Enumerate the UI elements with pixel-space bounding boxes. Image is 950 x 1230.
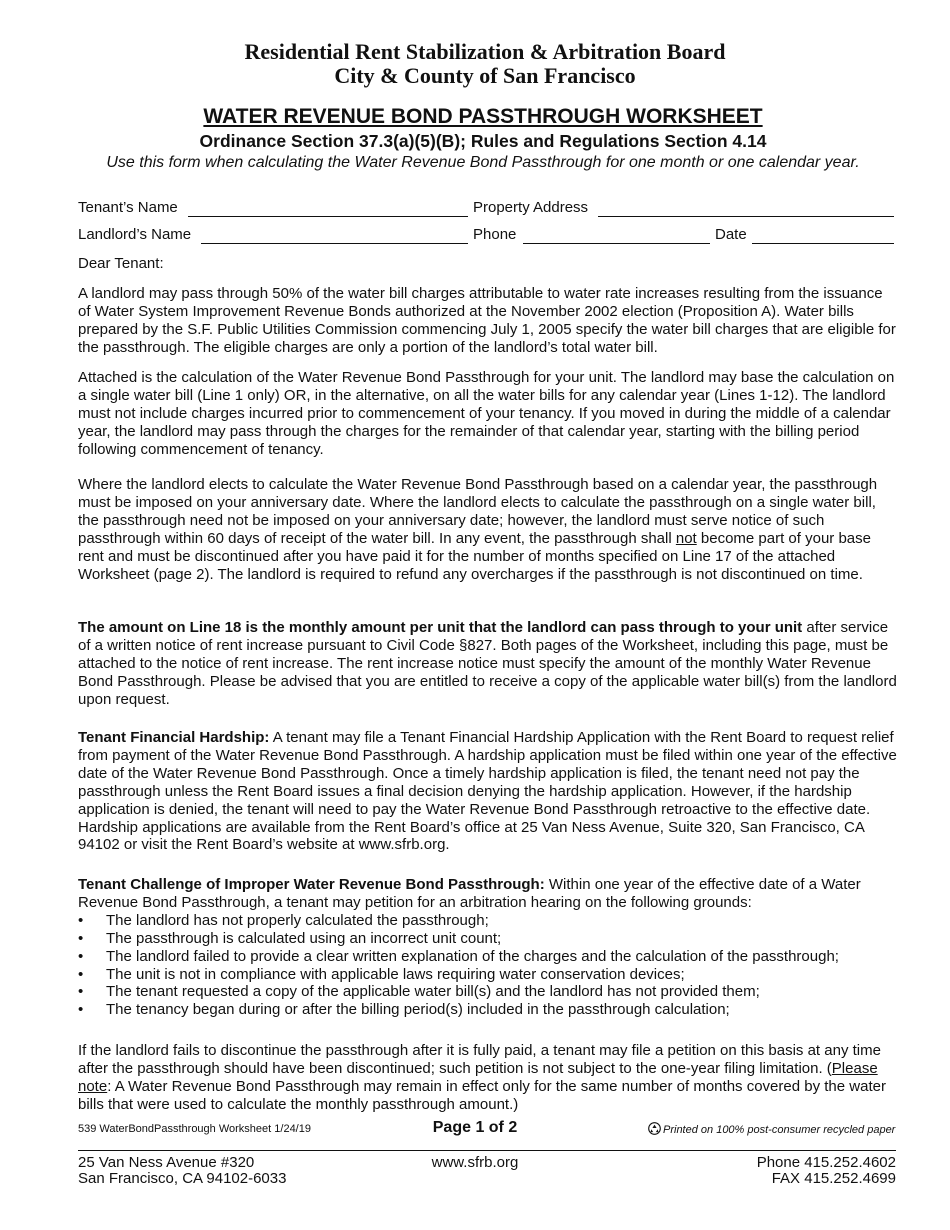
paragraph-3-text-a: Where the landlord elects to calculate the Water Revenue Bond Passthrough based on a calendar year, the passthrough must be imposed on your anniversary date. Where the landlord elects to calculate the passthrough on a single water bill, the passthrough need not be imposed on your anniversary date; however, the landlord must serve notice of such passthrough within 60 days of receipt of the water bill. In any event, the passthrough shall [78, 476, 878, 547]
list-item: • The tenancy began during or after the billing period(s) included in the passthrough calculation; [78, 1001, 730, 1019]
bullet-icon: • [78, 965, 84, 983]
list-item: • The landlord has not properly calculated the passthrough; [78, 911, 489, 929]
agency-name [0, 40, 950, 88]
paragraph-discontinue [78, 1042, 898, 1114]
paragraph-challenge [78, 876, 898, 1019]
tenant-name-field[interactable] [188, 216, 468, 217]
paragraph-4-text: after service of a written notice of rent increase pursuant to Civil Code §827. Both pages of the Worksheet, including this page, must be attached to the notice of rent increase. The rent increase notice must specify the amount of the monthly Water Revenue Bond Passthrough. Please be advised that you are entitled to receive a copy of the applicable water bill(s) from the landlord upon request. [78, 619, 897, 708]
recycle-icon [648, 1122, 661, 1135]
address-line-2: San Francisco, CA 94102-6033 [78, 1170, 287, 1187]
list-item: • The unit is not in compliance with applicable laws requiring water conservation devices; [78, 965, 685, 983]
page-number: Page 1 of 2 [432, 1119, 518, 1136]
contact-numbers [700, 1155, 896, 1187]
fax-number: FAX 415.252.4699 [771, 1170, 896, 1187]
date-label: Date [715, 226, 747, 243]
agency-line-2: City & County of San Francisco [334, 63, 636, 88]
phone-number: Phone 415.252.4602 [756, 1154, 896, 1171]
tenant-name-label: Tenant’s Name [78, 199, 178, 216]
form-instruction: Use this form when calculating the Water Revenue Bond Passthrough for one month or one calendar year. [106, 154, 860, 171]
bullet-icon: • [78, 929, 84, 947]
address-line-1: 25 Van Ness Avenue #320 [78, 1154, 255, 1171]
field-row-landlord [78, 226, 894, 248]
please-note-label: Please note [78, 1059, 878, 1095]
paragraph-1-text: A landlord may pass through 50% of the water bill charges attributable to water rate increases resulting from the issuance of Water System Improvement Revenue Bonds authorized at the November 2002 election (Proposition A). Water bills prepared by the S.F. Public Utilities Commission commencing July 1, 2005 specify the water bill charges that are eligible for the passthrough. The eligible charges are only a portion of the landlord’s total water bill. [78, 285, 896, 356]
paragraph-3-text-b: become part of your base rent and must be discontinued after you have paid it for the number of months specified on Line 17 of the attached Worksheet (page 2). The landlord is required to refund any overcharges if the passthrough is not discontinued on time. [78, 529, 871, 583]
bullet-icon: • [78, 911, 84, 929]
paragraph-7-text-b: : A Water Revenue Bond Passthrough may remain in effect only for the same number of months covered by the water bills that were used to calculate the monthly passthrough amount.) [78, 1077, 886, 1113]
paragraph-2-text: Attached is the calculation of the Water Revenue Bond Passthrough for your unit. The landlord may base the calculation on a single water bill (Line 1 only) OR, in the alternative, on all the water bills for any calendar year (Lines 1-12). The landlord must not include charges incurred prior to commencement of your tenancy. If you moved in during the middle of a calendar year, the landlord may pass through the charges for the remainder of that calendar year, starting with the billing period following commencement of tenancy. [78, 369, 895, 458]
footer-divider [78, 1150, 896, 1151]
challenge-heading: Tenant Challenge of Improper Water Revenue Bond Passthrough: [78, 876, 545, 893]
not-emphasis: not [675, 529, 697, 547]
landlord-name-field[interactable] [201, 243, 468, 244]
bullet-icon: • [78, 1001, 84, 1019]
agency-line-1: Residential Rent Stabilization & Arbitration Board [244, 39, 726, 64]
property-address-field[interactable] [598, 216, 894, 217]
salutation: Dear Tenant: [78, 255, 164, 272]
form-subtitle: Ordinance Section 37.3(a)(5)(B); Rules and Regulations Section 4.14 [199, 131, 767, 151]
paragraph-anniversary [78, 476, 898, 583]
line-18-emphasis: The amount on Line 18 is the monthly amount per unit that the landlord can pass through to your unit [78, 619, 803, 636]
form-title: WATER REVENUE BOND PASSTHROUGH WORKSHEET [203, 105, 763, 128]
form-id: 539 WaterBondPassthrough Worksheet 1/24/19 [78, 1123, 311, 1135]
recycled-note [648, 1122, 895, 1136]
paragraph-passthrough-basis [78, 285, 898, 357]
grounds-list [78, 912, 898, 1019]
paragraph-6-text: Within one year of the effective date of a Water Revenue Bond Passthrough, a tenant may petition for an arbitration hearing on the following grounds: [78, 876, 861, 911]
paragraph-hardship [78, 729, 898, 854]
paragraph-line-18 [78, 619, 898, 709]
phone-label: Phone [473, 226, 517, 243]
list-item: • The landlord failed to provide a clear written explanation of the charges and the calculation of the passthrough; [78, 947, 839, 965]
bullet-icon: • [78, 983, 84, 1001]
website-link[interactable]: www.sfrb.org [431, 1154, 519, 1171]
hardship-heading: Tenant Financial Hardship: [78, 729, 270, 746]
phone-field[interactable] [523, 243, 710, 244]
landlord-name-label: Landlord’s Name [78, 226, 192, 243]
paragraph-7-text-a: If the landlord fails to discontinue the passthrough after it is fully paid, a tenant may file a petition on this basis at any time after the passthrough should have been discontinued; such petition is not subject to the one-year filing limitation. ( [78, 1042, 881, 1077]
recycled-note-text: Printed on 100% post-consumer recycled paper [663, 1124, 896, 1136]
bullet-icon: • [78, 947, 84, 965]
date-field[interactable] [752, 243, 894, 244]
field-row-tenant [78, 199, 894, 221]
list-item: • The tenant requested a copy of the applicable water bill(s) and the landlord has not provided them; [78, 983, 760, 1001]
board-address [78, 1155, 286, 1187]
paragraph-5-text: A tenant may file a Tenant Financial Hardship Application with the Rent Board to request relief from payment of the Water Revenue Bond Passthrough. A hardship application must be filed within one year of the effective date of the Water Revenue Bond Passthrough. Once a timely hardship application is filed, the tenant need not pay the passthrough unless the Rent Board issues a final decision denying the hardship application. However, if the hardship application is denied, the tenant will need to pay the Water Revenue Bond Passthrough retroactive to the effective date. Hardship applications are available from the Rent Board’s office at 25 Van Ness Avenue, Suite 320, San Francisco, CA 94102 or visit the Rent Board’s website at www.sfrb.org. [78, 729, 897, 854]
property-address-label: Property Address [473, 199, 589, 216]
list-item: • The passthrough is calculated using an incorrect unit count; [78, 929, 502, 947]
paragraph-calculation [78, 369, 898, 459]
